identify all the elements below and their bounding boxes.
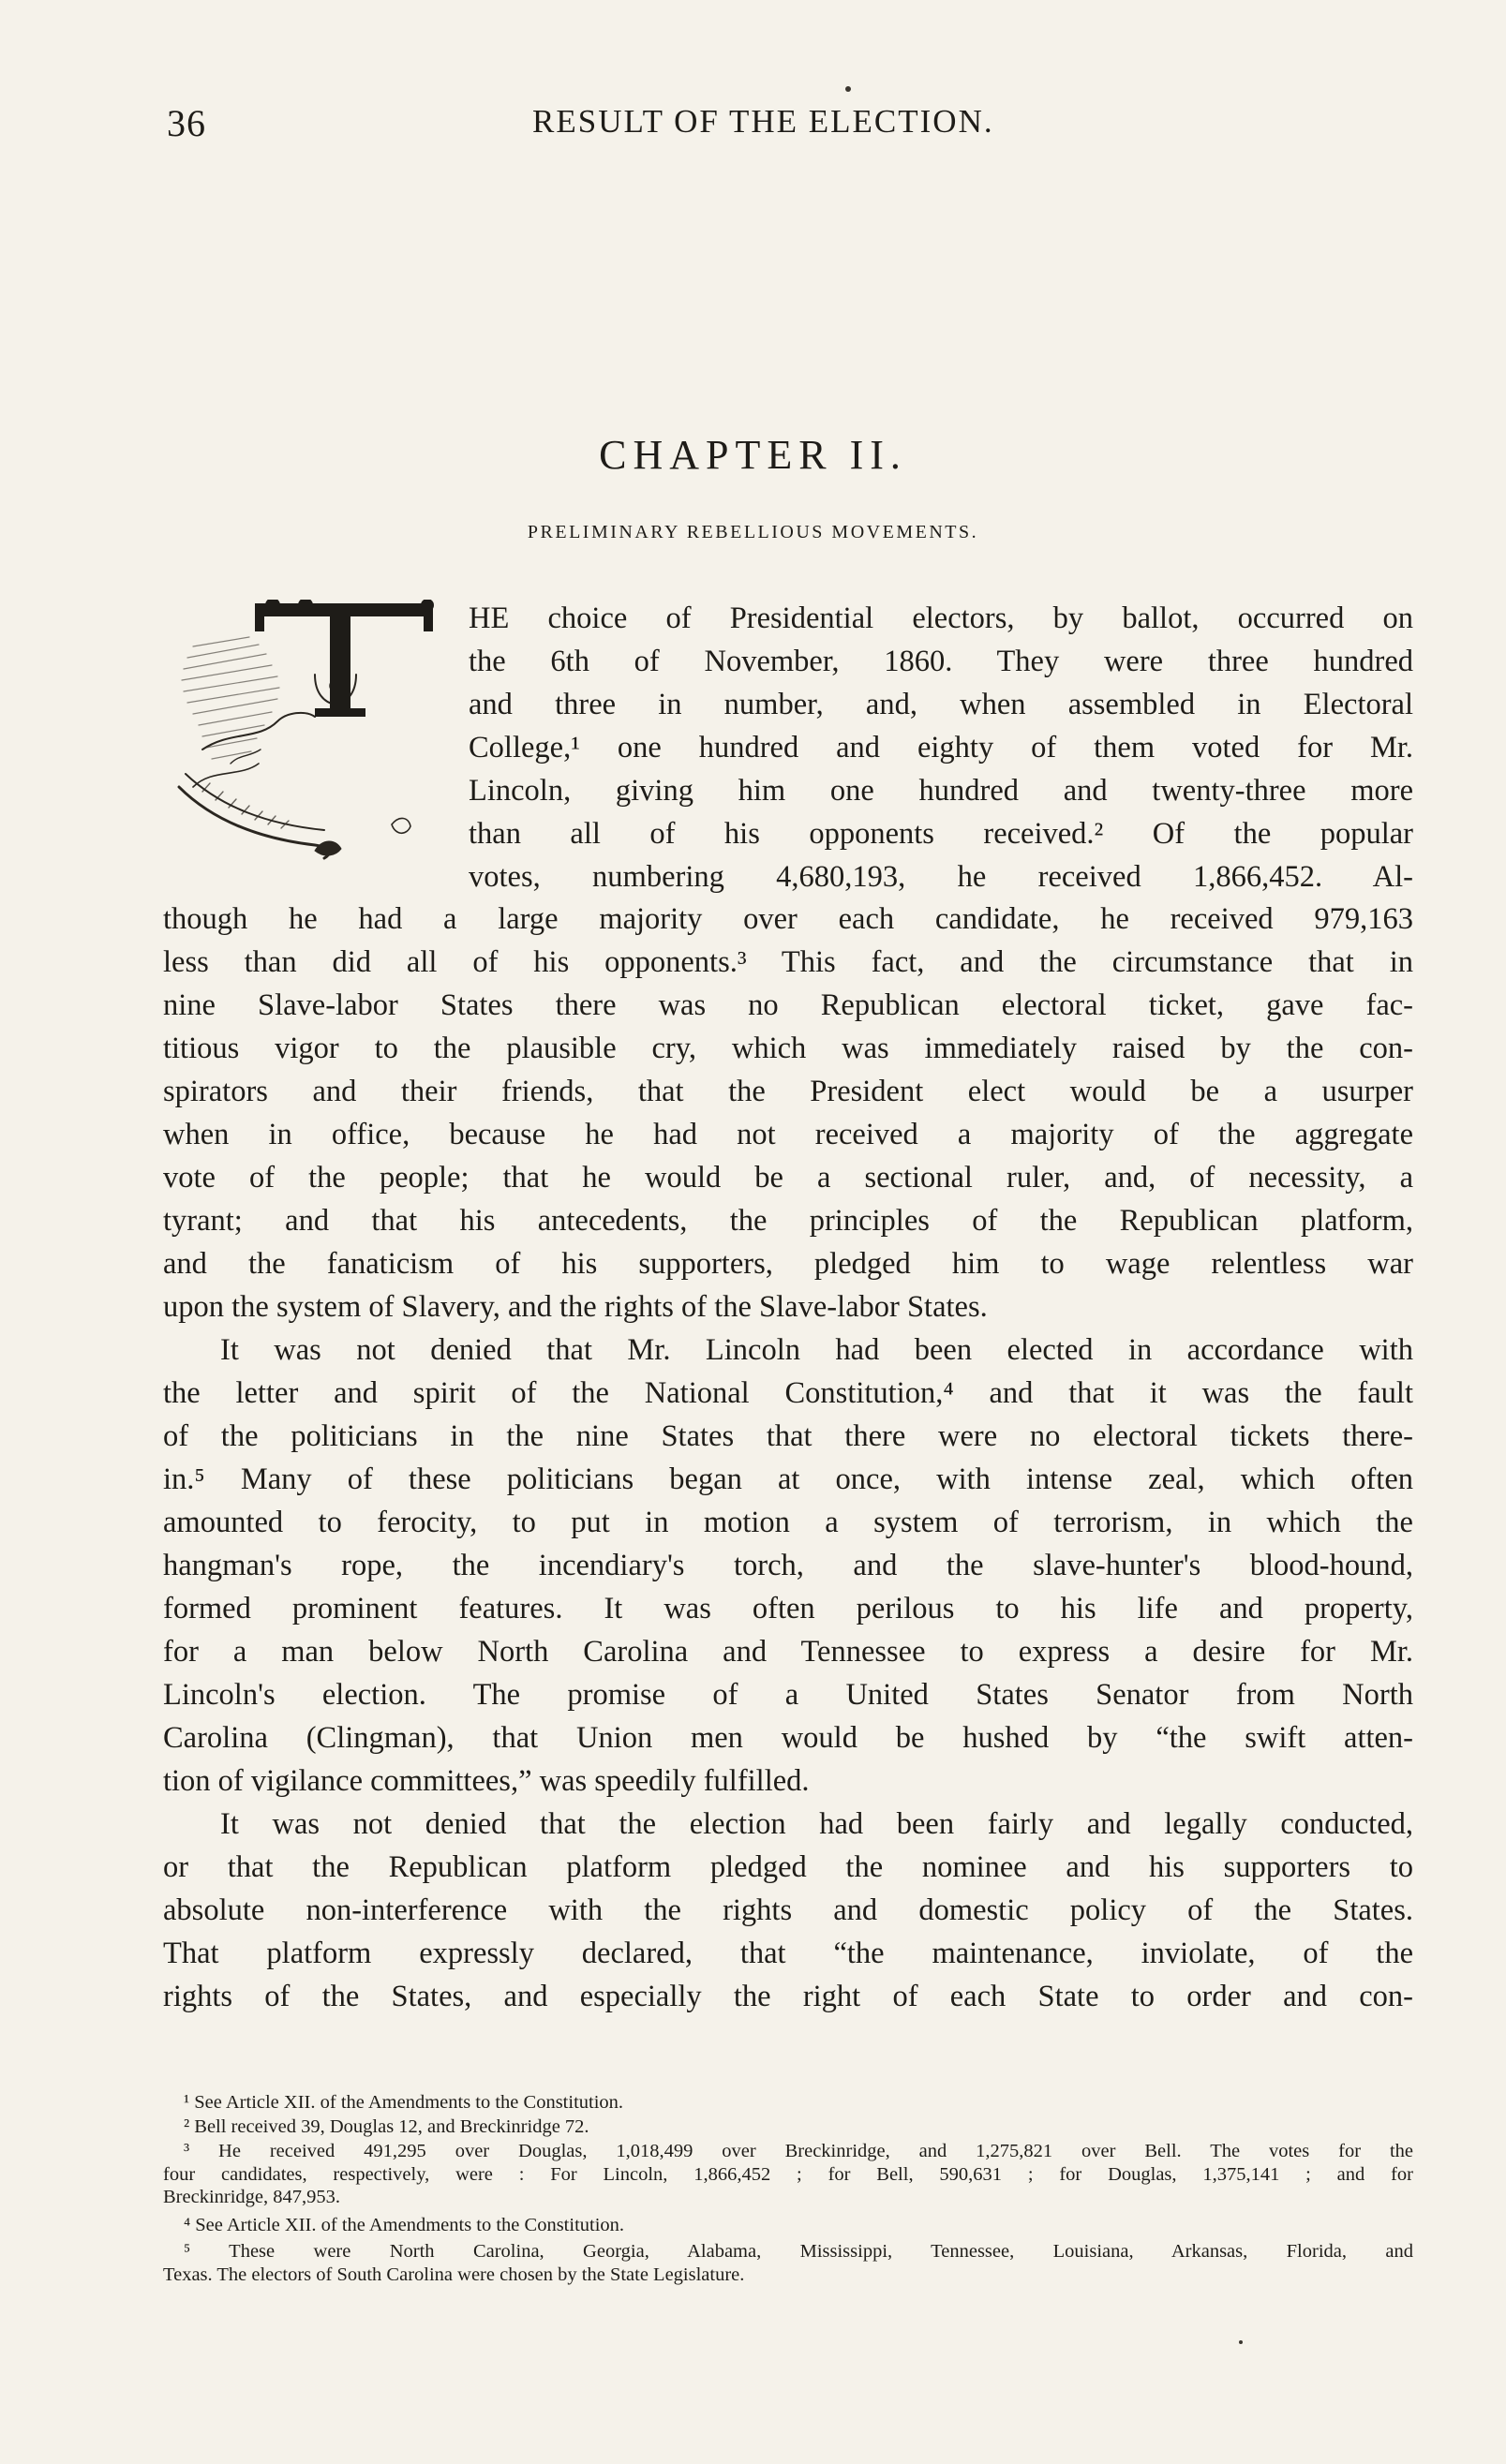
text-line: Lincoln, giving him one hundred and twenty-three more bbox=[469, 774, 1413, 808]
text-line: HE choice of Presidential electors, by ballot, occurred on bbox=[469, 601, 1413, 635]
text-line: the 6th of November, 1860. They were three hundred bbox=[469, 645, 1413, 678]
text-line: upon the system of Slavery, and the rights of the Slave-labor States. bbox=[163, 1290, 988, 1324]
text-line: the letter and spirit of the National Constitution,⁴ and that it was the fault bbox=[163, 1376, 1413, 1410]
page-number: 36 bbox=[167, 102, 206, 144]
text-line: or that the Republican platform pledged the nominee and his supporters to bbox=[163, 1850, 1413, 1884]
footnote-line: ² Bell received 39, Douglas 12, and Breckinridge 72. bbox=[184, 2116, 589, 2137]
text-line: and the fanaticism of his supporters, pledged him to wage relentless war bbox=[163, 1247, 1413, 1281]
ink-speck bbox=[845, 86, 851, 92]
text-line: for a man below North Carolina and Tennessee to express a desire for Mr. bbox=[163, 1635, 1413, 1669]
ornamental-initial-t-icon bbox=[174, 600, 472, 871]
text-line: nine Slave-labor States there was no Republican electoral ticket, gave fac- bbox=[163, 988, 1413, 1022]
footnote-line: ⁵ These were North Carolina, Georgia, Alabama, Mississippi, Tennessee, Louisiana, Arkansas, Florida, and bbox=[184, 2241, 1413, 2262]
text-line: hangman's rope, the incendiary's torch, and the slave-hunter's blood-hound, bbox=[163, 1549, 1413, 1582]
footnote-line: ³ He received 491,295 over Douglas, 1,018,499 over Breckinridge, and 1,275,821 over Bell. The votes for the bbox=[184, 2141, 1413, 2161]
text-line: and three in number, and, when assembled in Electoral bbox=[469, 688, 1413, 721]
text-line: rights of the States, and especially the right of each State to order and con- bbox=[163, 1980, 1413, 2013]
text-line: though he had a large majority over each candidate, he received 979,163 bbox=[163, 902, 1413, 936]
text-line: It was not denied that the election had been fairly and legally conducted, bbox=[220, 1807, 1413, 1841]
text-line: absolute non-interference with the rights and domestic policy of the States. bbox=[163, 1893, 1413, 1927]
text-line: when in office, because he had not received a majority of the aggregate bbox=[163, 1118, 1413, 1151]
text-line: in.⁵ Many of these politicians began at once, with intense zeal, which often bbox=[163, 1462, 1413, 1496]
text-line: of the politicians in the nine States that there were no electoral tickets there- bbox=[163, 1419, 1413, 1453]
text-line: Carolina (Clingman), that Union men would be hushed by “the swift atten- bbox=[163, 1721, 1413, 1755]
text-line: titious vigor to the plausible cry, which was immediately raised by the con- bbox=[163, 1032, 1413, 1065]
text-line: It was not denied that Mr. Lincoln had been elected in accordance with bbox=[220, 1333, 1413, 1367]
text-line: than all of his opponents received.² Of the popular bbox=[469, 817, 1413, 851]
text-line: formed prominent features. It was often perilous to his life and property, bbox=[163, 1592, 1413, 1625]
footnote-line: ¹ See Article XII. of the Amendments to the Constitution. bbox=[184, 2092, 624, 2113]
text-line: tyrant; and that his antecedents, the principles of the Republican platform, bbox=[163, 1204, 1413, 1238]
footnote-line: Breckinridge, 847,953. bbox=[163, 2187, 341, 2207]
text-line: tion of vigilance committees,” was speedily fulfilled. bbox=[163, 1764, 810, 1798]
text-line: College,¹ one hundred and eighty of them voted for Mr. bbox=[469, 731, 1413, 764]
text-line: votes, numbering 4,680,193, he received 1,866,452. Al- bbox=[469, 860, 1413, 894]
text-line: Lincoln's election. The promise of a United States Senator from North bbox=[163, 1678, 1413, 1712]
running-head bbox=[167, 101, 1413, 157]
chapter-title: CHAPTER II. bbox=[599, 432, 907, 478]
footnote-line: Texas. The electors of South Carolina were chosen by the State Legislature. bbox=[163, 2264, 745, 2285]
footnote-line: four candidates, respectively, were : For Lincoln, 1,866,452 ; for Bell, 590,631 ; for Douglas, 1,375,141 ; and for bbox=[163, 2164, 1413, 2185]
chapter-subtitle: PRELIMINARY REBELLIOUS MOVEMENTS. bbox=[527, 522, 979, 542]
text-line: less than did all of his opponents.³ This fact, and the circumstance that in bbox=[163, 945, 1413, 979]
text-line: spirators and their friends, that the President elect would be a usurper bbox=[163, 1075, 1413, 1108]
ink-speck bbox=[1239, 2340, 1243, 2344]
running-title: RESULT OF THE ELECTION. bbox=[532, 103, 994, 140]
text-line: That platform expressly declared, that “the maintenance, inviolate, of the bbox=[163, 1937, 1413, 1970]
text-line: amounted to ferocity, to put in motion a system of terrorism, in which the bbox=[163, 1506, 1413, 1539]
footnote-line: ⁴ See Article XII. of the Amendments to the Constitution. bbox=[184, 2215, 625, 2235]
text-line: vote of the people; that he would be a sectional ruler, and, of necessity, a bbox=[163, 1161, 1413, 1195]
